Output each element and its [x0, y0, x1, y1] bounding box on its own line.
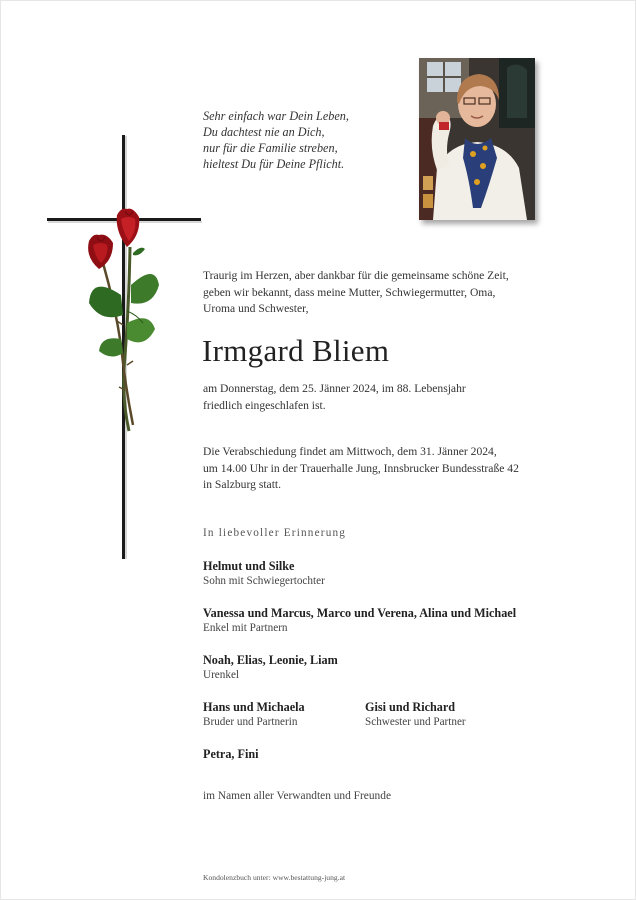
family-relation: Schwester und Partner — [365, 716, 466, 728]
closing-text: im Namen aller Verwandten und Freunde — [203, 790, 391, 802]
intro-line: Traurig im Herzen, aber dankbar für die gemeinsame schöne Zeit, — [203, 269, 509, 282]
intro-text — [203, 268, 509, 318]
family-relation: Sohn mit Schwiegertochter — [203, 575, 325, 587]
poem-line: nur für die Familie streben, — [203, 141, 338, 155]
poem-line: hieltest Du für Deine Pflicht. — [203, 157, 345, 171]
death-line: friedlich eingeschlafen ist. — [203, 398, 326, 412]
condolence-footer: Kondolenzbuch unter: www.bestattung-jung.at — [203, 873, 346, 882]
family-entry — [203, 605, 516, 636]
family-relation: Enkel mit Partnern — [203, 622, 288, 634]
family-relation: Bruder und Partnerin — [203, 716, 298, 728]
service-line: in Salzburg statt. — [203, 478, 282, 492]
family-names: Noah, Elias, Leonie, Liam — [203, 653, 338, 667]
poem — [203, 108, 349, 172]
intro-line: Uroma und Schwester, — [203, 302, 309, 316]
cross-with-roses — [45, 135, 205, 559]
death-info — [203, 381, 466, 414]
service-info — [203, 444, 519, 494]
portrait-photo — [419, 58, 535, 220]
deceased-name: Irmgard Bliem — [202, 333, 390, 368]
memory-heading: In liebevoller Erinnerung — [203, 527, 347, 539]
family-entry — [203, 699, 305, 730]
family-names: Helmut und Silke — [203, 559, 295, 573]
family-entry — [203, 746, 259, 762]
family-names: Petra, Fini — [203, 747, 259, 761]
family-entry — [203, 652, 338, 683]
family-entry — [365, 699, 466, 730]
family-names: Vanessa und Marcus, Marco und Verena, Alina und Michael — [203, 606, 517, 620]
service-line: Die Verabschiedung findet am Mittwoch, dem 31. Jänner 2024, — [203, 445, 497, 458]
family-entry — [203, 558, 325, 589]
poem-line: Sehr einfach war Dein Leben, — [203, 109, 349, 123]
cross-icon — [45, 135, 205, 559]
family-relation: Urenkel — [203, 669, 240, 681]
poem-line: Du dachtest nie an Dich, — [203, 125, 325, 139]
death-line: am Donnerstag, dem 25. Jänner 2024, im 88. Lebensjahr — [203, 382, 466, 395]
service-line: um 14.00 Uhr in der Trauerhalle Jung, Innsbrucker Bundesstraße 42 — [203, 461, 519, 475]
intro-line: geben wir bekannt, dass meine Mutter, Schwiegermutter, Oma, — [203, 285, 496, 299]
portrait-illustration — [419, 58, 535, 220]
family-names: Hans und Michaela — [203, 700, 305, 714]
family-names: Gisi und Richard — [365, 700, 456, 714]
